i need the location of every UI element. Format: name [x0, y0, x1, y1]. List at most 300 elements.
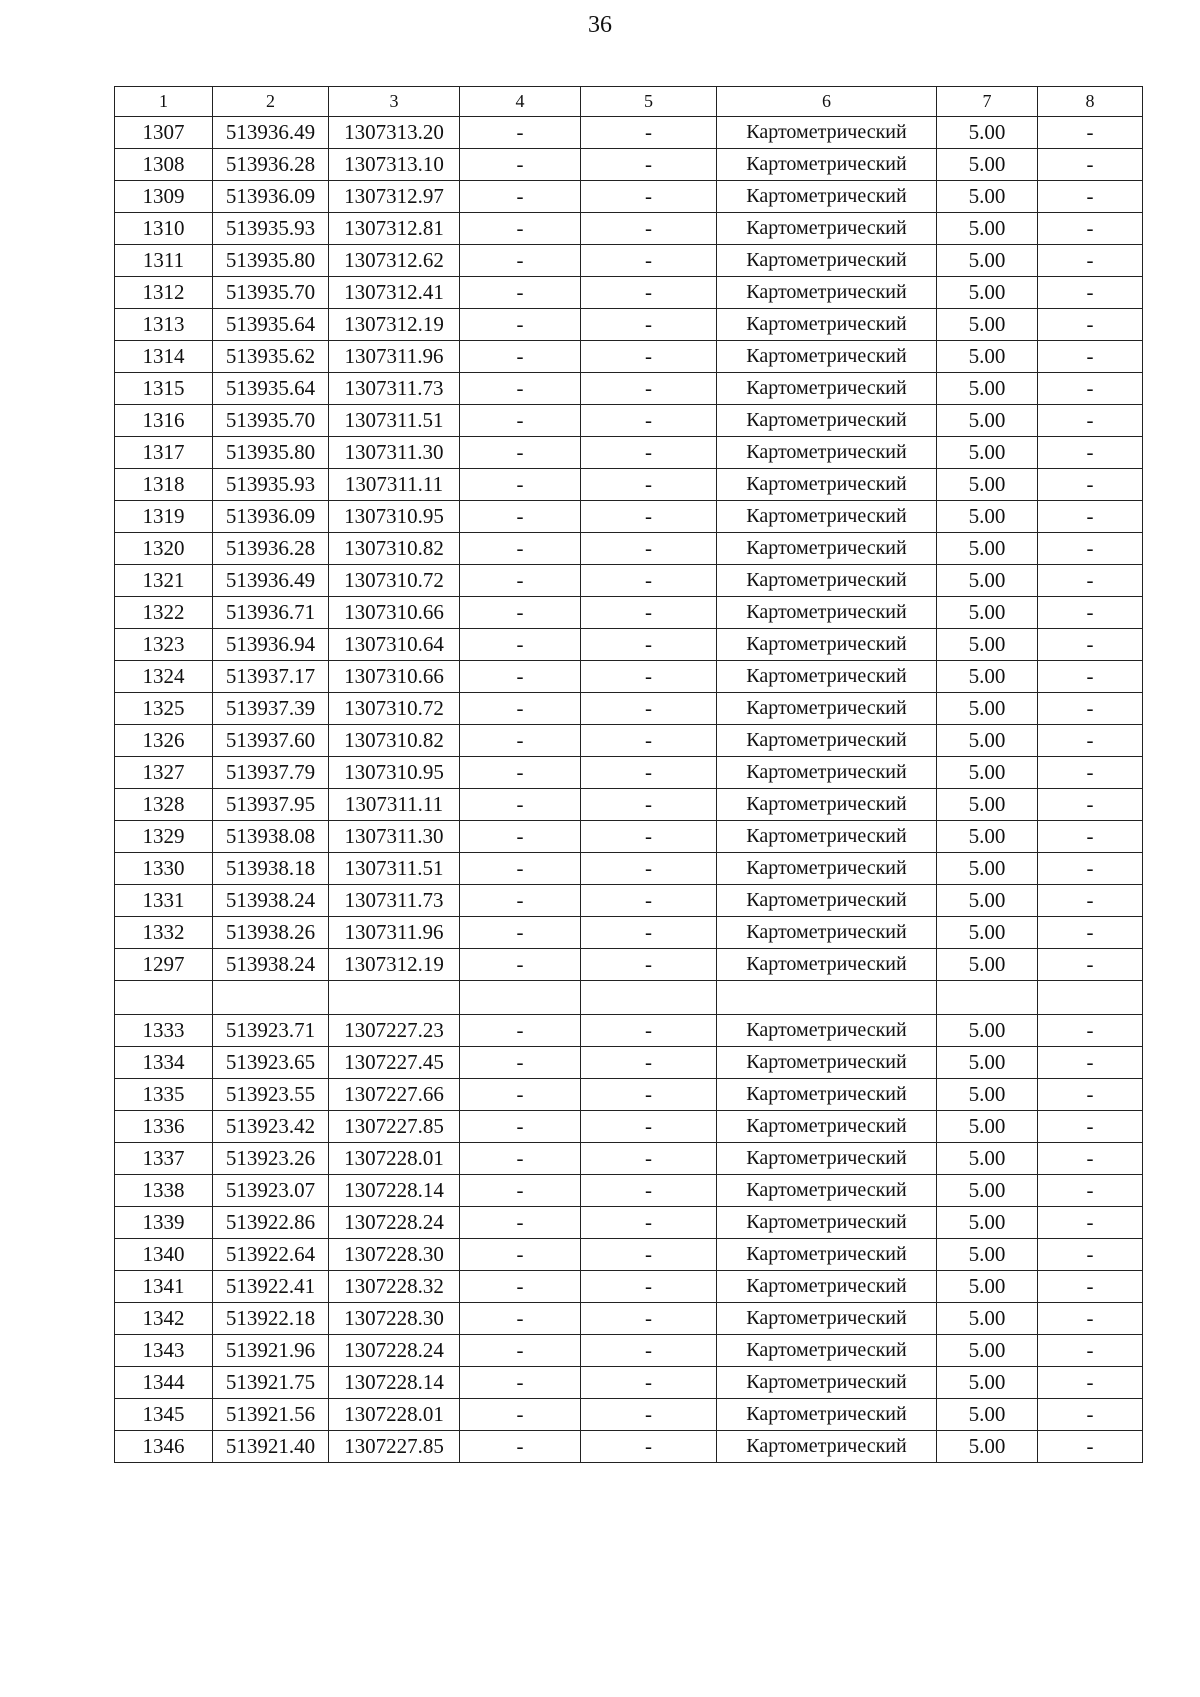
- column-header: 5: [581, 87, 717, 117]
- table-cell: 1307: [115, 117, 213, 149]
- table-body: [115, 87, 1143, 1463]
- table-cell: 1328: [115, 789, 213, 821]
- table-cell: Картометрический: [717, 725, 937, 757]
- table-cell: -: [460, 1239, 581, 1271]
- table-cell: -: [1038, 181, 1143, 213]
- table-cell: Картометрический: [717, 885, 937, 917]
- table-cell: 5.00: [937, 757, 1038, 789]
- table-cell: 513936.09: [213, 181, 329, 213]
- table-cell: Картометрический: [717, 1367, 937, 1399]
- table-row: [115, 149, 1143, 181]
- table-cell: 1307311.51: [329, 405, 460, 437]
- table-cell: 1335: [115, 1079, 213, 1111]
- table-cell: -: [460, 693, 581, 725]
- table-cell: 1311: [115, 245, 213, 277]
- table-cell: 1307312.97: [329, 181, 460, 213]
- table-cell: -: [460, 1303, 581, 1335]
- table-cell: -: [460, 1207, 581, 1239]
- table-row: [115, 373, 1143, 405]
- table-cell: -: [581, 245, 717, 277]
- table-cell: 5.00: [937, 1015, 1038, 1047]
- table-cell: 1307310.66: [329, 597, 460, 629]
- table-cell: Картометрический: [717, 437, 937, 469]
- table-cell: -: [460, 1143, 581, 1175]
- table-cell: 1297: [115, 949, 213, 981]
- table-cell: -: [1038, 469, 1143, 501]
- table-cell: -: [581, 885, 717, 917]
- table-cell: -: [581, 469, 717, 501]
- table-cell: Картометрический: [717, 309, 937, 341]
- table-cell: 513935.93: [213, 213, 329, 245]
- table-cell: [460, 981, 581, 1015]
- table-cell: -: [1038, 245, 1143, 277]
- table-cell: Картометрический: [717, 117, 937, 149]
- table-cell: -: [460, 789, 581, 821]
- table-cell: -: [581, 117, 717, 149]
- table-row: [115, 1111, 1143, 1143]
- table-cell: 5.00: [937, 533, 1038, 565]
- column-header: 3: [329, 87, 460, 117]
- table-cell: -: [460, 309, 581, 341]
- table-cell: -: [581, 917, 717, 949]
- table-row: [115, 533, 1143, 565]
- table-cell: 1307227.66: [329, 1079, 460, 1111]
- table-cell: -: [581, 1207, 717, 1239]
- table-cell: -: [1038, 565, 1143, 597]
- table-row: [115, 1079, 1143, 1111]
- table-row: [115, 1047, 1143, 1079]
- table-cell: 1344: [115, 1367, 213, 1399]
- table-cell: 1307228.01: [329, 1399, 460, 1431]
- table-cell: 1326: [115, 725, 213, 757]
- table-row: [115, 693, 1143, 725]
- table-row: [115, 1431, 1143, 1463]
- table-cell: 1307312.19: [329, 949, 460, 981]
- table-cell: -: [581, 661, 717, 693]
- table-cell: 1307228.32: [329, 1271, 460, 1303]
- table-cell: -: [1038, 501, 1143, 533]
- table-cell: 1317: [115, 437, 213, 469]
- table-cell: Картометрический: [717, 853, 937, 885]
- table-cell: 5.00: [937, 469, 1038, 501]
- table-cell: 1307312.62: [329, 245, 460, 277]
- table-cell: 5.00: [937, 1047, 1038, 1079]
- table-cell: 513938.24: [213, 949, 329, 981]
- table-cell: -: [1038, 629, 1143, 661]
- table-cell: 1307310.82: [329, 533, 460, 565]
- table-cell: -: [460, 117, 581, 149]
- table-cell: -: [460, 469, 581, 501]
- table-row: [115, 277, 1143, 309]
- table-cell: 1334: [115, 1047, 213, 1079]
- table-cell: Картометрический: [717, 1207, 937, 1239]
- table-cell: 1307228.24: [329, 1335, 460, 1367]
- table-cell: -: [1038, 309, 1143, 341]
- table-cell: 1307310.72: [329, 565, 460, 597]
- table-cell: Картометрический: [717, 693, 937, 725]
- table-cell: 1336: [115, 1111, 213, 1143]
- table-cell: -: [460, 501, 581, 533]
- table-cell: 513921.56: [213, 1399, 329, 1431]
- table-cell: 1309: [115, 181, 213, 213]
- table-cell: Картометрический: [717, 469, 937, 501]
- table-cell: 513922.86: [213, 1207, 329, 1239]
- table-cell: 513936.28: [213, 533, 329, 565]
- table-cell: 1307313.10: [329, 149, 460, 181]
- table-cell: 5.00: [937, 405, 1038, 437]
- table-row: [115, 1335, 1143, 1367]
- table-cell: -: [1038, 1047, 1143, 1079]
- column-header: 2: [213, 87, 329, 117]
- table-cell: 5.00: [937, 1271, 1038, 1303]
- table-cell: 5.00: [937, 1335, 1038, 1367]
- table-cell: 1343: [115, 1335, 213, 1367]
- table-cell: -: [581, 437, 717, 469]
- table-cell: 1307228.30: [329, 1239, 460, 1271]
- table-cell: -: [1038, 373, 1143, 405]
- table-cell: 5.00: [937, 1399, 1038, 1431]
- table-cell: 1321: [115, 565, 213, 597]
- table-cell: 1332: [115, 917, 213, 949]
- table-row: [115, 1015, 1143, 1047]
- table-cell: 1313: [115, 309, 213, 341]
- table-cell: Картометрический: [717, 1271, 937, 1303]
- table-cell: -: [460, 917, 581, 949]
- table-cell: [581, 981, 717, 1015]
- table-row: [115, 181, 1143, 213]
- table-cell: 513936.09: [213, 501, 329, 533]
- table-cell: 1316: [115, 405, 213, 437]
- table-cell: 513935.80: [213, 245, 329, 277]
- table-cell: 1339: [115, 1207, 213, 1239]
- table-cell: Картометрический: [717, 597, 937, 629]
- table-cell: [115, 981, 213, 1015]
- table-cell: -: [1038, 949, 1143, 981]
- table-cell: 1323: [115, 629, 213, 661]
- table-cell: -: [460, 1111, 581, 1143]
- table-header-row: [115, 87, 1143, 117]
- table-cell: Картометрический: [717, 1015, 937, 1047]
- table-row: [115, 1207, 1143, 1239]
- table-cell: Картометрический: [717, 245, 937, 277]
- table-cell: 1307311.96: [329, 341, 460, 373]
- column-header: 7: [937, 87, 1038, 117]
- table-cell: -: [460, 277, 581, 309]
- table-cell: 513923.65: [213, 1047, 329, 1079]
- table-cell: -: [1038, 661, 1143, 693]
- table-cell: Картометрический: [717, 1303, 937, 1335]
- table-cell: -: [460, 1175, 581, 1207]
- table-cell: -: [460, 1271, 581, 1303]
- table-row: [115, 1175, 1143, 1207]
- table-cell: 5.00: [937, 693, 1038, 725]
- table-cell: 1331: [115, 885, 213, 917]
- table-row: [115, 757, 1143, 789]
- table-cell: 5.00: [937, 789, 1038, 821]
- table-cell: Картометрический: [717, 1239, 937, 1271]
- table-cell: -: [581, 725, 717, 757]
- table-cell: 5.00: [937, 629, 1038, 661]
- table-cell: -: [1038, 693, 1143, 725]
- table-cell: -: [581, 181, 717, 213]
- table-cell: -: [1038, 341, 1143, 373]
- table-cell: 5.00: [937, 437, 1038, 469]
- table-cell: 513938.18: [213, 853, 329, 885]
- table-cell: Картометрический: [717, 149, 937, 181]
- table-cell: 513935.70: [213, 405, 329, 437]
- table-cell: -: [460, 1431, 581, 1463]
- table-cell: 5.00: [937, 1111, 1038, 1143]
- table-cell: 1333: [115, 1015, 213, 1047]
- table-cell: 1307310.66: [329, 661, 460, 693]
- table-cell: [717, 981, 937, 1015]
- table-cell: -: [581, 1047, 717, 1079]
- table-cell: 513921.75: [213, 1367, 329, 1399]
- table-cell: -: [460, 597, 581, 629]
- table-cell: -: [460, 341, 581, 373]
- table-cell: 5.00: [937, 949, 1038, 981]
- table-row: [115, 1303, 1143, 1335]
- table-cell: -: [460, 1367, 581, 1399]
- table-row: [115, 661, 1143, 693]
- table-cell: 5.00: [937, 821, 1038, 853]
- table-cell: -: [1038, 789, 1143, 821]
- table-cell: -: [1038, 821, 1143, 853]
- table-cell: 1307311.11: [329, 789, 460, 821]
- table-cell: -: [581, 1143, 717, 1175]
- table-cell: -: [460, 757, 581, 789]
- table-cell: 1307310.95: [329, 501, 460, 533]
- table-row: [115, 1367, 1143, 1399]
- table-cell: 513935.64: [213, 373, 329, 405]
- table-cell: 5.00: [937, 1175, 1038, 1207]
- table-cell: 1307311.30: [329, 821, 460, 853]
- table-cell: 513937.79: [213, 757, 329, 789]
- table-row: [115, 597, 1143, 629]
- table-cell: -: [581, 1335, 717, 1367]
- table-cell: Картометрический: [717, 1111, 937, 1143]
- table-cell: 1340: [115, 1239, 213, 1271]
- table-cell: 1315: [115, 373, 213, 405]
- table-cell: Картометрический: [717, 533, 937, 565]
- table-cell: 5.00: [937, 309, 1038, 341]
- table-cell: 5.00: [937, 1207, 1038, 1239]
- column-header: 8: [1038, 87, 1143, 117]
- table-cell: 513923.71: [213, 1015, 329, 1047]
- table-row: [115, 117, 1143, 149]
- table-cell: 5.00: [937, 149, 1038, 181]
- table-cell: -: [1038, 1431, 1143, 1463]
- table-cell: 513938.24: [213, 885, 329, 917]
- table-cell: -: [1038, 597, 1143, 629]
- table-cell: -: [1038, 213, 1143, 245]
- table-cell: -: [460, 949, 581, 981]
- table-cell: -: [581, 309, 717, 341]
- table-cell: Картометрический: [717, 405, 937, 437]
- table-cell: -: [581, 1399, 717, 1431]
- table-cell: -: [460, 1047, 581, 1079]
- table-row: [115, 917, 1143, 949]
- table-cell: 1346: [115, 1431, 213, 1463]
- table-cell: -: [1038, 725, 1143, 757]
- table-cell: 513935.62: [213, 341, 329, 373]
- table-cell: -: [460, 725, 581, 757]
- table-cell: 1307227.23: [329, 1015, 460, 1047]
- table-cell: -: [1038, 149, 1143, 181]
- table-cell: -: [460, 629, 581, 661]
- table-row: [115, 885, 1143, 917]
- table-cell: Картометрический: [717, 341, 937, 373]
- table-cell: -: [581, 949, 717, 981]
- table-cell: 5.00: [937, 373, 1038, 405]
- table-cell: -: [460, 245, 581, 277]
- table-cell: 5.00: [937, 277, 1038, 309]
- column-header: 4: [460, 87, 581, 117]
- table-cell: 513936.49: [213, 565, 329, 597]
- table-cell: -: [460, 661, 581, 693]
- table-cell: 1307228.14: [329, 1175, 460, 1207]
- table-cell: Картометрический: [717, 1335, 937, 1367]
- table-cell: [937, 981, 1038, 1015]
- table-cell: 1307311.11: [329, 469, 460, 501]
- table-cell: -: [581, 277, 717, 309]
- table-cell: Картометрический: [717, 1431, 937, 1463]
- table-cell: 5.00: [937, 661, 1038, 693]
- table-cell: -: [1038, 1303, 1143, 1335]
- table-cell: Картометрический: [717, 1079, 937, 1111]
- table-cell: 1307312.81: [329, 213, 460, 245]
- coordinates-table: [114, 86, 1143, 1463]
- table-cell: -: [581, 1079, 717, 1111]
- table-cell: [213, 981, 329, 1015]
- table-cell: 513922.18: [213, 1303, 329, 1335]
- table-cell: -: [460, 821, 581, 853]
- table-cell: -: [581, 341, 717, 373]
- table-row: [115, 501, 1143, 533]
- table-cell: 1307228.30: [329, 1303, 460, 1335]
- table-cell: 1307310.82: [329, 725, 460, 757]
- table-row: [115, 1399, 1143, 1431]
- table-cell: Картометрический: [717, 373, 937, 405]
- table-cell: -: [581, 1431, 717, 1463]
- table-cell: -: [1038, 1335, 1143, 1367]
- table-cell: 1307228.14: [329, 1367, 460, 1399]
- table-cell: 1308: [115, 149, 213, 181]
- table-cell: -: [460, 213, 581, 245]
- table-cell: 5.00: [937, 213, 1038, 245]
- table-cell: 1338: [115, 1175, 213, 1207]
- table-cell: 5.00: [937, 565, 1038, 597]
- table-cell: 1307310.64: [329, 629, 460, 661]
- table-cell: 513937.17: [213, 661, 329, 693]
- table-row: [115, 469, 1143, 501]
- table-row: [115, 1143, 1143, 1175]
- table-cell: -: [581, 1303, 717, 1335]
- table-cell: 513938.26: [213, 917, 329, 949]
- table-cell: Картометрический: [717, 1399, 937, 1431]
- table-row: [115, 789, 1143, 821]
- table-cell: -: [581, 1271, 717, 1303]
- table-cell: -: [460, 853, 581, 885]
- table-cell: -: [581, 405, 717, 437]
- table-cell: -: [581, 533, 717, 565]
- table-cell: -: [1038, 1015, 1143, 1047]
- table-cell: 1329: [115, 821, 213, 853]
- table-cell: 513923.07: [213, 1175, 329, 1207]
- table-cell: -: [1038, 533, 1143, 565]
- table-row: [115, 565, 1143, 597]
- table-cell: 5.00: [937, 1079, 1038, 1111]
- table-cell: -: [581, 853, 717, 885]
- table-cell: 513923.26: [213, 1143, 329, 1175]
- table-cell: 1307228.01: [329, 1143, 460, 1175]
- table-cell: 5.00: [937, 1239, 1038, 1271]
- table-cell: -: [581, 149, 717, 181]
- table-cell: 1325: [115, 693, 213, 725]
- table-cell: Картометрический: [717, 757, 937, 789]
- table-cell: 1327: [115, 757, 213, 789]
- table-cell: -: [460, 405, 581, 437]
- table-cell: 1307312.41: [329, 277, 460, 309]
- table-cell: 5.00: [937, 181, 1038, 213]
- table-cell: 1312: [115, 277, 213, 309]
- table-row: [115, 949, 1143, 981]
- table-cell: 5.00: [937, 597, 1038, 629]
- table-cell: -: [1038, 1143, 1143, 1175]
- table-cell: -: [1038, 1111, 1143, 1143]
- table-cell: -: [460, 1335, 581, 1367]
- table-cell: Картометрический: [717, 181, 937, 213]
- table-cell: 513937.95: [213, 789, 329, 821]
- table-cell: -: [1038, 117, 1143, 149]
- table-cell: 513921.40: [213, 1431, 329, 1463]
- table-cell: Картометрический: [717, 917, 937, 949]
- table-cell: 1341: [115, 1271, 213, 1303]
- table-cell: 513922.41: [213, 1271, 329, 1303]
- table-cell: Картометрический: [717, 277, 937, 309]
- table-cell: 513937.39: [213, 693, 329, 725]
- table-cell: -: [460, 437, 581, 469]
- table-cell: 5.00: [937, 917, 1038, 949]
- table-cell: -: [1038, 437, 1143, 469]
- table-row: [115, 341, 1143, 373]
- table-cell: Картометрический: [717, 949, 937, 981]
- table-cell: 513922.64: [213, 1239, 329, 1271]
- table-cell: -: [1038, 1367, 1143, 1399]
- table-cell: Картометрический: [717, 1175, 937, 1207]
- table-cell: -: [460, 533, 581, 565]
- table-cell: 513936.94: [213, 629, 329, 661]
- table-cell: 513935.93: [213, 469, 329, 501]
- table-cell: 1342: [115, 1303, 213, 1335]
- table-cell: 513936.28: [213, 149, 329, 181]
- table-cell: 1318: [115, 469, 213, 501]
- table-cell: -: [1038, 757, 1143, 789]
- table-cell: 513935.64: [213, 309, 329, 341]
- table-cell: -: [581, 213, 717, 245]
- table-cell: -: [1038, 1399, 1143, 1431]
- table-cell: 5.00: [937, 341, 1038, 373]
- table-cell: -: [1038, 1207, 1143, 1239]
- table-cell: 1330: [115, 853, 213, 885]
- table-cell: Картометрический: [717, 629, 937, 661]
- table-cell: -: [581, 565, 717, 597]
- table-cell: -: [460, 181, 581, 213]
- table-separator-row: [115, 981, 1143, 1015]
- table-cell: 1314: [115, 341, 213, 373]
- table-cell: -: [581, 597, 717, 629]
- table-cell: -: [581, 757, 717, 789]
